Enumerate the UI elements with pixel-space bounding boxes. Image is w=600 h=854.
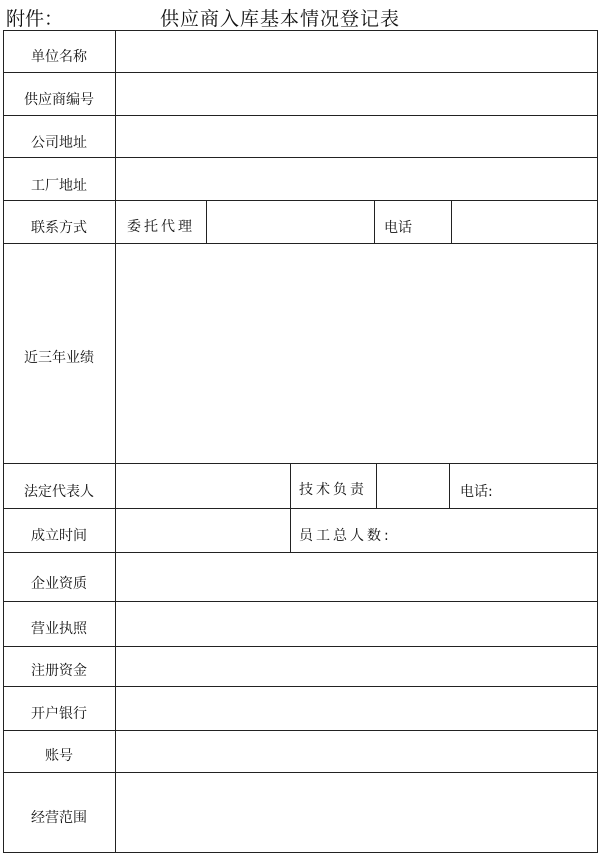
row-line: [3, 200, 598, 201]
row-line: [3, 157, 598, 158]
phone-label-2: 电话:: [460, 484, 493, 500]
row-line: [3, 730, 598, 731]
business-license-label: 营业执照: [31, 621, 87, 637]
legal-rep-divider: [449, 463, 450, 509]
row-line: [3, 772, 598, 773]
row-line: [3, 601, 598, 602]
row-line: [3, 646, 598, 647]
bank-label: 开户银行: [31, 706, 87, 722]
registered-capital-label: 注册资金: [31, 663, 87, 679]
supplier-number-label: 供应商编号: [24, 92, 94, 108]
row-line: [3, 508, 598, 509]
form-title: 供应商入库基本情况登记表: [160, 8, 401, 30]
company-address-label: 公司地址: [31, 135, 87, 151]
tech-lead-label: 技术负责: [299, 482, 367, 498]
contact-divider: [374, 200, 375, 244]
employees-label: 员工总人数:: [299, 528, 392, 544]
qualification-label: 企业资质: [31, 576, 87, 592]
row-line: [3, 115, 598, 116]
established-label: 成立时间: [31, 528, 87, 544]
attachment-label: 附件：: [6, 8, 64, 30]
row-line: [3, 243, 598, 244]
table-border-bottom: [3, 852, 598, 853]
legal-rep-label: 法定代表人: [24, 484, 94, 500]
business-scope-label: 经营范围: [31, 810, 87, 826]
contact-method-label: 联系方式: [31, 220, 87, 236]
factory-address-label: 工厂地址: [31, 178, 87, 194]
row-line: [3, 463, 598, 464]
established-divider: [290, 508, 291, 553]
legal-rep-divider: [290, 463, 291, 509]
account-label: 账号: [45, 748, 73, 764]
agent-label: 委托代理: [127, 219, 195, 235]
phone-label-1: 电话: [384, 220, 412, 236]
table-border-top: [3, 30, 598, 31]
row-line: [3, 552, 598, 553]
unit-name-label: 单位名称: [31, 49, 87, 65]
row-line: [3, 72, 598, 73]
performance-label: 近三年业绩: [24, 350, 94, 366]
legal-rep-divider: [376, 463, 377, 509]
contact-divider: [451, 200, 452, 244]
contact-divider: [206, 200, 207, 244]
row-line: [3, 686, 598, 687]
